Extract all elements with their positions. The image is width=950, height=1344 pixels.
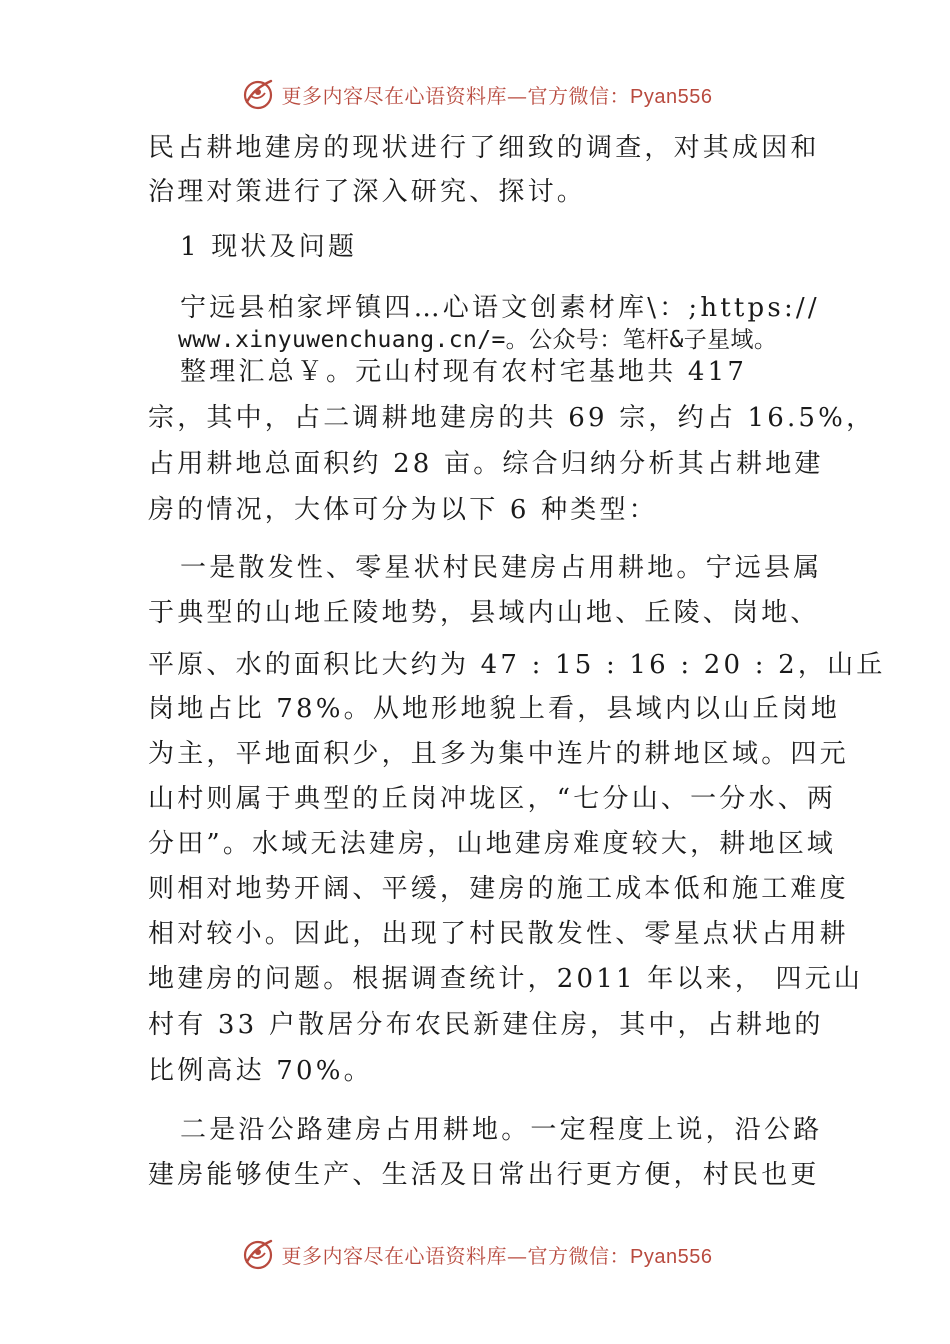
banner-label: 更多内容尽在心语资料库—官方微信： bbox=[281, 83, 631, 108]
body-line: 相对较小。因此，出现了村民散发性、零星点状占用耕 bbox=[148, 919, 849, 949]
body-line: 建房能够使生产、生活及日常出行更方便，村民也更 bbox=[148, 1160, 820, 1190]
footer-banner bbox=[0, 1232, 950, 1276]
body-line: 则相对地势开阔、平缓，建房的施工成本低和施工难度 bbox=[148, 874, 849, 904]
banner-text bbox=[282, 80, 713, 109]
body-line: 宁远县柏家坪镇四…心语文创素材库\：;https:// bbox=[180, 293, 820, 323]
body-line: 整理汇总￥。元山村现有农村宅基地共 417 bbox=[180, 357, 748, 387]
body-line: 于典型的山地丘陵地势，县域内山地、丘陵、岗地、 bbox=[148, 598, 820, 628]
body-line: 分田”。水域无法建房，山地建房难度较大，耕地区域 bbox=[148, 829, 837, 859]
body-line: 山村则属于典型的丘岗冲垅区，“七分山、一分水、两 bbox=[148, 784, 837, 814]
body-line: 治理对策进行了深入研究、探讨。 bbox=[148, 177, 587, 207]
body-line: 宗，其中，占二调耕地建房的共 69 宗，约占 16.5%， bbox=[148, 403, 876, 433]
body-line: 占用耕地总面积约 28 亩。综合归纳分析其占耕地建 bbox=[148, 449, 824, 479]
logo-icon bbox=[238, 74, 278, 114]
body-line: 地建房的问题。根据调查统计，2011 年以来， 四元山 bbox=[148, 964, 864, 994]
body-line: 二是沿公路建房占用耕地。一定程度上说，沿公路 bbox=[180, 1115, 823, 1145]
body-line: 平原、水的面积比大约为 47 : 15 : 16 : 20 : 2，山丘 bbox=[148, 650, 886, 680]
banner-text bbox=[282, 1240, 713, 1269]
body-line: 房的情况，大体可分为以下 6 种类型： bbox=[148, 495, 658, 525]
body-line: 岗地占比 78%。从地形地貌上看，县域内以山丘岗地 bbox=[148, 694, 841, 724]
banner-wechat-id: Pyan556 bbox=[630, 1245, 713, 1268]
banner-label: 更多内容尽在心语资料库—官方微信： bbox=[281, 1243, 631, 1268]
body-line: 一是散发性、零星状村民建房占用耕地。宁远县属 bbox=[180, 553, 823, 583]
body-line: 为主，平地面积少，且多为集中连片的耕地区域。四元 bbox=[148, 739, 849, 769]
header-banner bbox=[0, 72, 950, 116]
section-heading: 1 现状及问题 bbox=[180, 232, 358, 262]
body-line: 村有 33 户散居分布农民新建住房，其中，占耕地的 bbox=[148, 1010, 824, 1040]
logo-icon bbox=[238, 1234, 278, 1274]
banner-wechat-id: Pyan556 bbox=[630, 85, 713, 108]
body-line: 民占耕地建房的现状进行了细致的调查，对其成因和 bbox=[148, 133, 820, 163]
body-line: 比例高达 70%。 bbox=[148, 1056, 373, 1086]
body-line-url: www.xinyuwenchuang.cn/=。公众号：笔杆&子星域。 bbox=[178, 327, 778, 353]
